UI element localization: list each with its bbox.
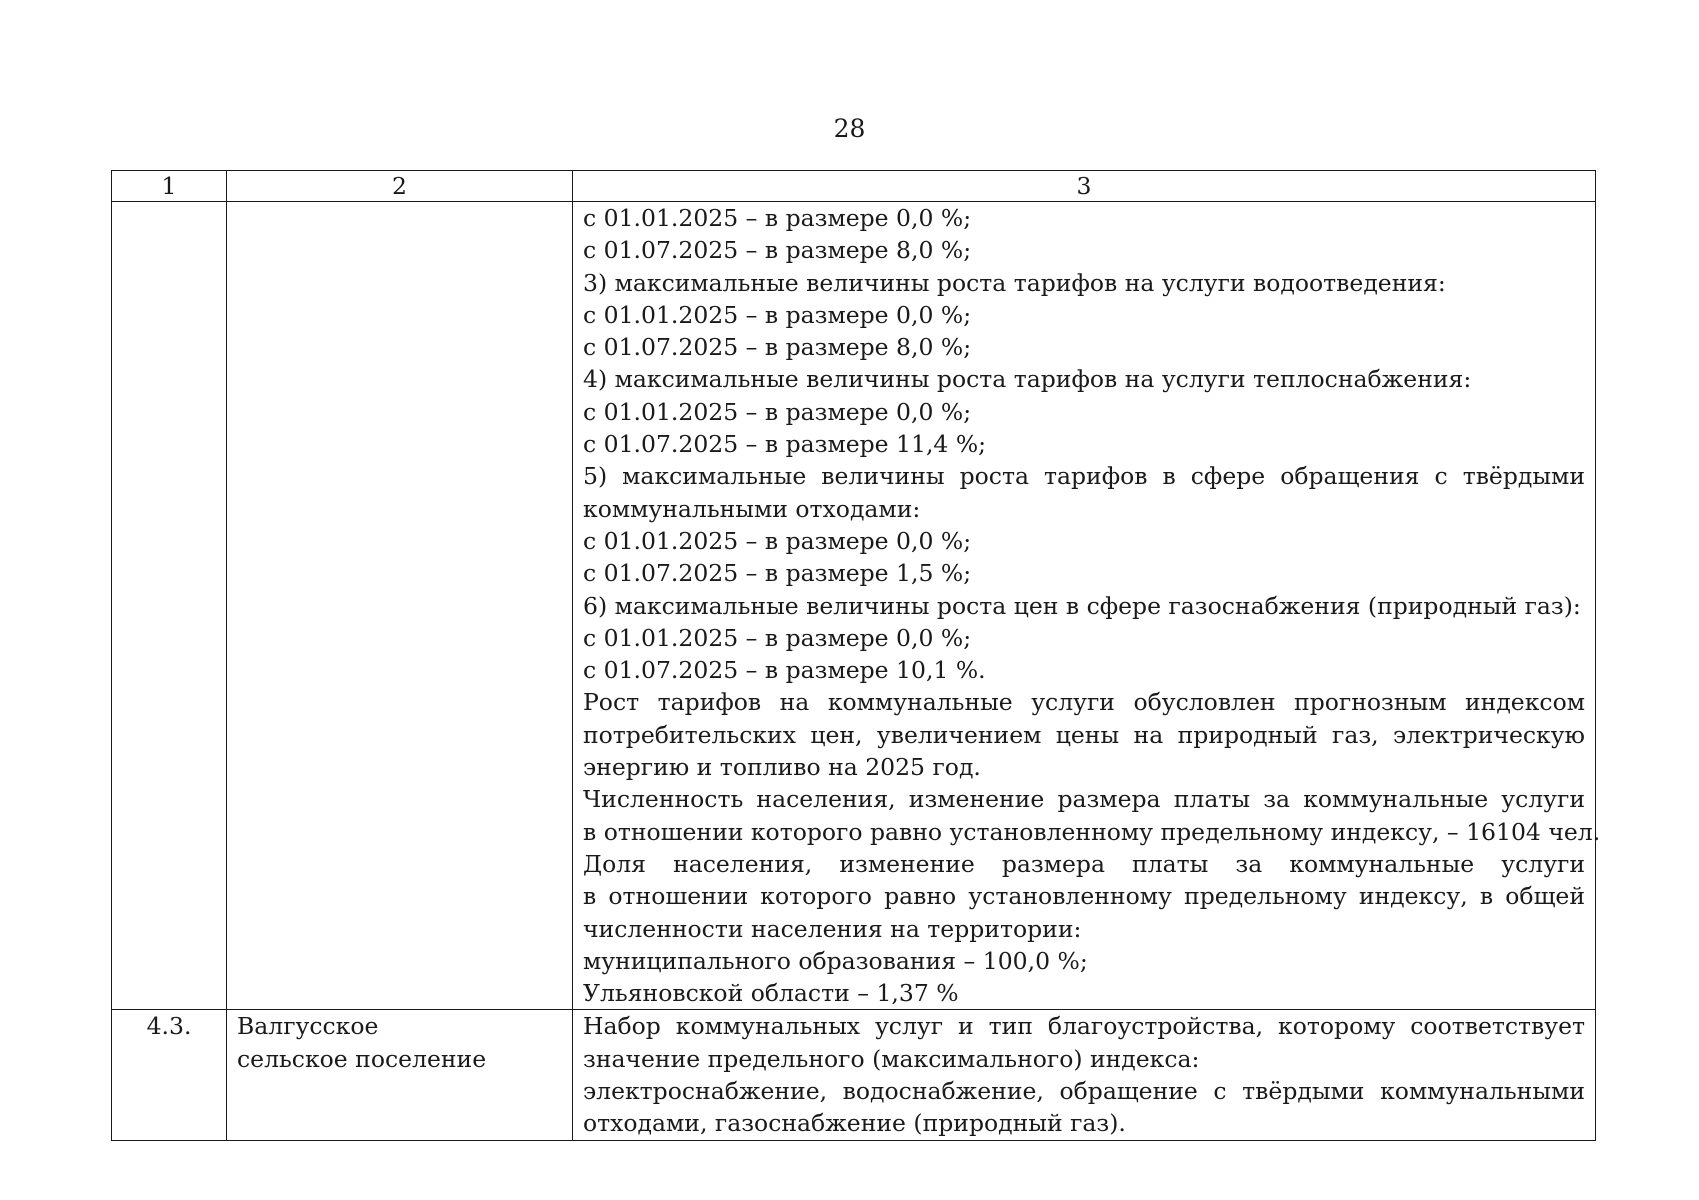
tariff-table xyxy=(111,170,1601,1141)
text-line: с 01.07.2025 – в размере 11,4 %; xyxy=(583,430,987,459)
table-header-row xyxy=(112,171,1596,202)
text-line: Доля населения, изменение размера платы за коммунальные услуги xyxy=(583,849,1585,878)
row-name xyxy=(227,1010,573,1140)
text-line: потребительских цен, увеличением цены на природный газ, электрическую xyxy=(583,720,1585,749)
text-line: 4) максимальные величины роста тарифов на услуги теплоснабжения: xyxy=(583,365,1472,394)
table-row xyxy=(112,1010,1596,1140)
settlement-name-line: Валгусское xyxy=(237,1012,379,1041)
text-line: 5) максимальные величины роста тарифов в сфере обращения с твёрдыми xyxy=(583,462,1585,491)
table-row xyxy=(112,202,1596,1010)
text-line: Набор коммунальных услуг и тип благоустройства, которому соответствует xyxy=(583,1012,1585,1041)
text-line: Численность населения, изменение размера платы за коммунальные услуги xyxy=(583,785,1585,814)
row-number xyxy=(112,202,227,1010)
text-line: с 01.07.2025 – в размере 1,5 %; xyxy=(583,559,972,588)
row-content xyxy=(573,202,1601,1010)
text-line: численности населения на территории: xyxy=(583,914,1082,943)
text-line: с 01.07.2025 – в размере 8,0 %; xyxy=(583,333,972,362)
text-line: муниципального образования – 100,0 %; xyxy=(583,946,1088,975)
page-number: 28 xyxy=(833,114,866,143)
text-line: Ульяновской области – 1,37 % xyxy=(583,979,959,1008)
header-col-2: 2 xyxy=(227,171,573,202)
text-line: с 01.07.2025 – в размере 10,1 %. xyxy=(583,656,986,685)
text-line: в отношении которого равно установленному предельному индексу, – 16104 чел. xyxy=(583,817,1601,846)
text-line: электроснабжение, водоснабжение, обращение с твёрдыми коммунальными xyxy=(583,1077,1585,1106)
text-line: Рост тарифов на коммунальные услуги обусловлен прогнозным индексом xyxy=(583,688,1585,717)
text-line: с 01.01.2025 – в размере 0,0 %; xyxy=(583,204,972,232)
text-line: коммунальными отходами: xyxy=(583,494,921,523)
row-name xyxy=(227,202,573,1010)
text-line: энергию и топливо на 2025 год. xyxy=(583,753,981,782)
header-col-1: 1 xyxy=(112,171,227,202)
text-line: в отношении которого равно установленному предельному индексу, в общей xyxy=(583,882,1585,911)
text-line: значение предельного (максимального) индекса: xyxy=(583,1044,1200,1073)
text-line: 3) максимальные величины роста тарифов на услуги водоотведения: xyxy=(583,268,1446,297)
text-line: с 01.07.2025 – в размере 8,0 %; xyxy=(583,236,972,265)
text-line: 6) максимальные величины роста цен в сфере газоснабжения (природный газ): xyxy=(583,591,1581,620)
row-content xyxy=(573,1010,1596,1140)
row-number: 4.3. xyxy=(112,1010,227,1140)
header-col-3: 3 xyxy=(573,171,1596,202)
settlement-name-line: сельское поселение xyxy=(237,1044,487,1073)
text-line: с 01.01.2025 – в размере 0,0 %; xyxy=(583,526,972,555)
text-line: отходами, газоснабжение (природный газ). xyxy=(583,1109,1126,1138)
text-line: с 01.01.2025 – в размере 0,0 %; xyxy=(583,623,972,652)
text-line: с 01.01.2025 – в размере 0,0 %; xyxy=(583,300,972,329)
text-line: с 01.01.2025 – в размере 0,0 %; xyxy=(583,397,972,426)
